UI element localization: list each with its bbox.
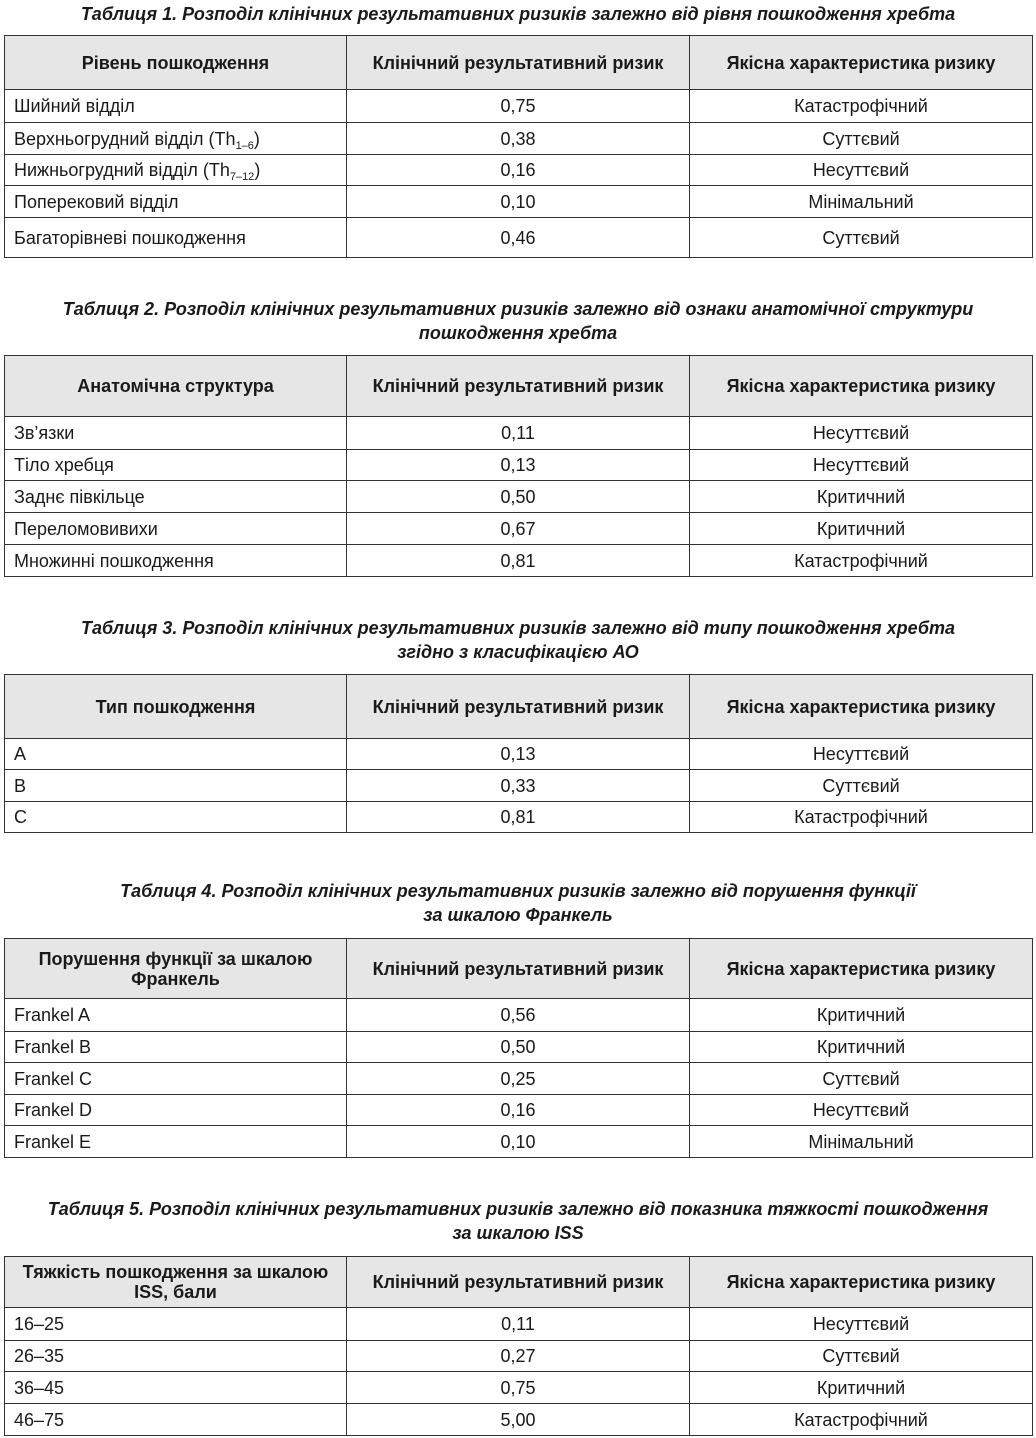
column-header-quality: Якісна характеристика ризику [690,356,1033,417]
column-header-risk: Клінічний результативний ризик [347,1257,690,1308]
risk-value: 0,16 [347,1095,690,1126]
table-row [5,1095,1033,1126]
header-row [5,675,1033,739]
risk-value: 0,50 [347,481,690,513]
column-header: Порушення функції за шкалою Франкель [5,939,347,999]
table-row [5,1372,1033,1404]
table-row [5,802,1033,833]
caption-line: Таблиця 4. Розподіл клінічних результативних ризиків залежно від порушення функції [120,881,916,901]
risk-quality: Несуттєвий [690,417,1033,450]
column-header-risk: Клінічний результативний ризик [347,939,690,999]
row-label: Зв’язки [5,417,347,450]
data-table [4,674,1033,833]
caption-line: пошкодження хребта [418,323,618,343]
column-header-quality: Якісна характеристика ризику [690,675,1033,739]
risk-value: 0,81 [347,545,690,577]
header-row [5,1257,1033,1308]
row-label: Нижньогрудний відділ $(Th_{7-12})$ [5,155,347,186]
risk-value: 0,11 [347,1308,690,1341]
table-row [5,513,1033,545]
table-row [5,770,1033,802]
risk-quality: Катастрофічний [690,802,1033,833]
caption-line: за шкалою ISS [452,1223,584,1243]
table-caption [0,616,1036,664]
risk-value: 0,75 [347,1372,690,1404]
risk-quality: Критичний [690,481,1033,513]
risk-value: 0,10 [347,1126,690,1158]
row-label: C [5,802,347,833]
risk-value: 0,25 [347,1063,690,1095]
risk-value: 0,11 [347,417,690,450]
header-row [5,36,1033,90]
data-table [4,355,1033,577]
table-row [5,1126,1033,1158]
table-row [5,450,1033,481]
risk-quality: Критичний [690,1372,1033,1404]
column-header-quality: Якісна характеристика ризику [690,36,1033,90]
risk-quality: Критичний [690,1032,1033,1063]
row-label: Верхньогрудний відділ $(Th_{1-6})$ [5,123,347,155]
row-label: Frankel D [5,1095,347,1126]
table-row [5,218,1033,258]
subscript: 7–12 [229,171,255,183]
row-label: 36–45 [5,1372,347,1404]
risk-value: 0,16 [347,155,690,186]
risk-quality: Катастрофічний [690,545,1033,577]
table-row [5,1063,1033,1095]
table-row [5,545,1033,577]
row-label: Frankel A [5,999,347,1032]
column-header: Анатомічна структура [5,356,347,417]
table-row [5,1404,1033,1436]
table-caption [0,297,1036,345]
column-header: Рівень пошкодження [5,36,347,90]
row-label: Frankel B [5,1032,347,1063]
risk-quality: Суттєвий [690,1063,1033,1095]
data-table [4,35,1033,258]
caption-line: Таблиця 2. Розподіл клінічних результативних ризиків залежно від ознаки анатомічної структури [62,299,974,319]
risk-quality: Мінімальний [690,1126,1033,1158]
risk-value: 0,75 [347,90,690,123]
row-label: 16–25 [5,1308,347,1341]
row-label: Багаторівневі пошкодження [5,218,347,258]
caption-line: згідно з класифікацією АО [397,642,639,662]
risk-quality: Несуттєвий [690,155,1033,186]
row-label: B [5,770,347,802]
column-header: Тип пошкодження [5,675,347,739]
risk-value: 0,38 [347,123,690,155]
row-label: Поперековий відділ [5,186,347,218]
risk-quality: Суттєвий [690,123,1033,155]
risk-value: 0,50 [347,1032,690,1063]
risk-quality: Несуттєвий [690,450,1033,481]
table-caption [0,2,1036,26]
risk-quality: Критичний [690,999,1033,1032]
risk-value: 0,56 [347,999,690,1032]
column-header-risk: Клінічний результативний ризик [347,36,690,90]
row-label: Заднє півкільце [5,481,347,513]
risk-value: 0,46 [347,218,690,258]
row-label: Frankel C [5,1063,347,1095]
column-header-quality: Якісна характеристика ризику [690,939,1033,999]
row-label: Шийний відділ [5,90,347,123]
table-caption [0,879,1036,927]
row-label: Переломовивихи [5,513,347,545]
header-row [5,356,1033,417]
data-table [4,938,1033,1158]
risk-quality: Суттєвий [690,770,1033,802]
table-row [5,739,1033,770]
data-table [4,1256,1033,1436]
risk-quality: Мінімальний [690,186,1033,218]
row-label: 46–75 [5,1404,347,1436]
risk-quality: Несуттєвий [690,739,1033,770]
row-label: Тіло хребця [5,450,347,481]
caption-line: Таблиця 3. Розподіл клінічних результативних ризиків залежно від типу пошкодження хребта [80,618,956,638]
risk-value: 0,27 [347,1341,690,1372]
row-label: Frankel E [5,1126,347,1158]
risk-value: 0,10 [347,186,690,218]
caption-line: Таблиця 5. Розподіл клінічних результативних ризиків залежно від показника тяжкості пошкодження [47,1199,989,1219]
caption-line: Таблиця 1. Розподіл клінічних результативних ризиків залежно від рівня пошкодження хребта [80,4,956,24]
risk-value: 0,33 [347,770,690,802]
risk-quality: Суттєвий [690,218,1033,258]
risk-quality: Критичний [690,513,1033,545]
risk-quality: Катастрофічний [690,1404,1033,1436]
table-row [5,999,1033,1032]
table-row [5,1032,1033,1063]
table-row [5,1308,1033,1341]
column-header-risk: Клінічний результативний ризик [347,356,690,417]
risk-quality: Катастрофічний [690,90,1033,123]
risk-value: 0,81 [347,802,690,833]
column-header-quality: Якісна характеристика ризику [690,1257,1033,1308]
row-label: Множинні пошкодження [5,545,347,577]
risk-quality: Суттєвий [690,1341,1033,1372]
risk-value: 5,00 [347,1404,690,1436]
table-row [5,155,1033,186]
risk-value: 0,13 [347,739,690,770]
row-label: A [5,739,347,770]
table-row [5,481,1033,513]
table-row [5,123,1033,155]
table-row [5,90,1033,123]
column-header-risk: Клінічний результативний ризик [347,675,690,739]
risk-value: 0,13 [347,450,690,481]
risk-quality: Несуттєвий [690,1308,1033,1341]
header-row [5,939,1033,999]
risk-value: 0,67 [347,513,690,545]
table-caption [0,1197,1036,1245]
risk-quality: Несуттєвий [690,1095,1033,1126]
table-row [5,1341,1033,1372]
row-label: 26–35 [5,1341,347,1372]
table-row [5,417,1033,450]
subscript: 1–6 [235,139,254,152]
column-header: Тяжкість пошкодження за шкалою ISS, бали [5,1257,347,1308]
table-row [5,186,1033,218]
caption-line: за шкалою Франкель [423,905,613,925]
